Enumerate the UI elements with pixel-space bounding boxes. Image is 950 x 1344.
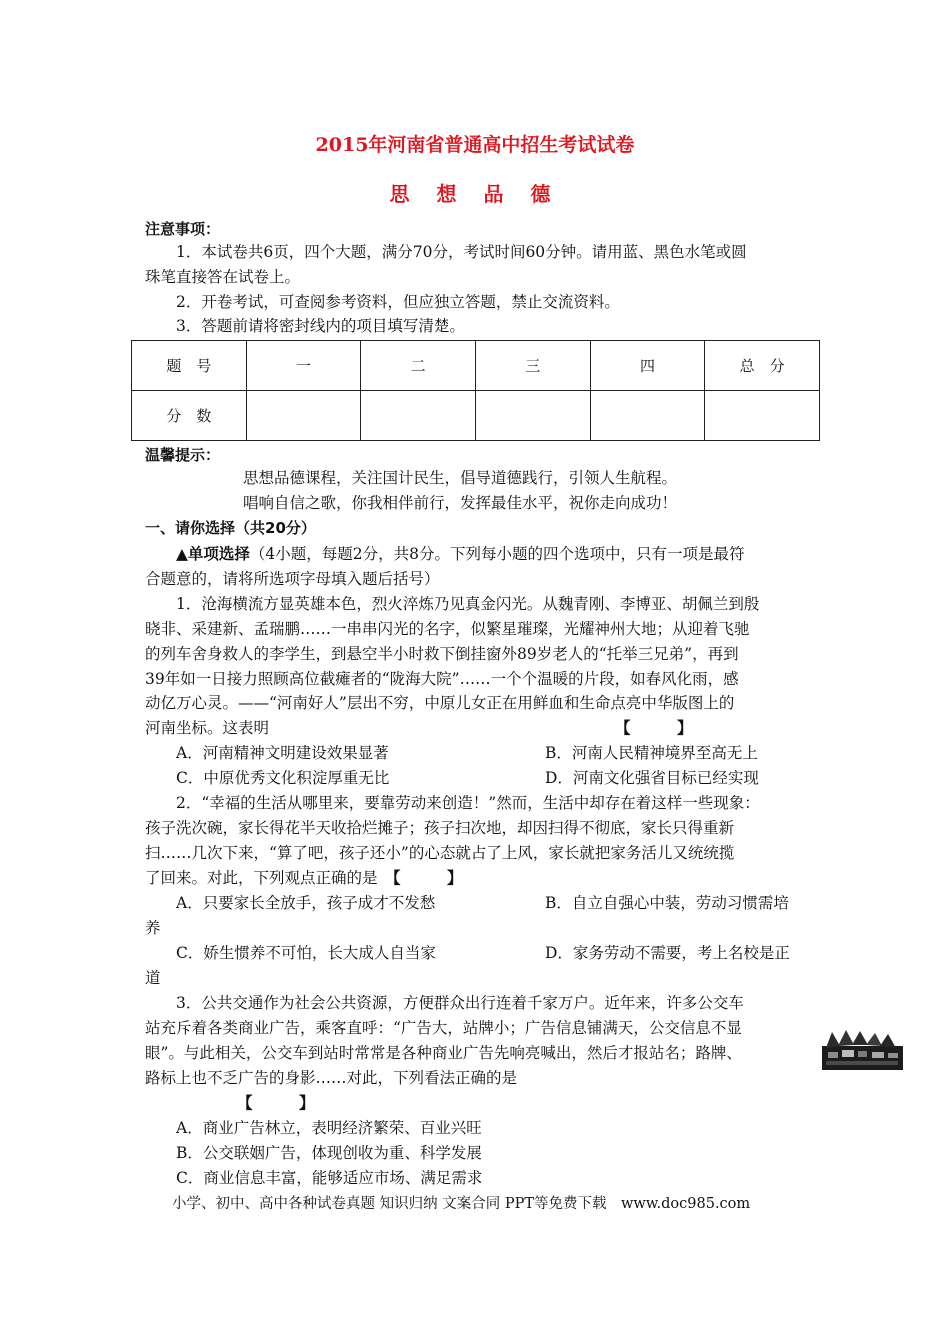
tips-heading: 温馨提示：	[145, 446, 221, 464]
q1-option-d[interactable]: D．河南文化强省目标已经实现	[545, 769, 759, 787]
q2-option-b[interactable]: B．自立自强心中装，劳动习惯需培	[545, 894, 789, 912]
score-cell[interactable]	[475, 391, 590, 441]
tips-line: 思想品德课程，关注国计民生，倡导道德践行，引领人生航程。	[243, 469, 678, 487]
bus-stop-ads-image	[820, 1028, 905, 1072]
notice-item: 3．答题前请将密封线内的项目填写清楚。	[176, 317, 465, 335]
q3-answer-bracket[interactable]: 【 】	[237, 1094, 315, 1112]
q3-option-c[interactable]: C．商业信息丰富，能够适应市场、满足需求	[176, 1169, 483, 1187]
table-header-cell: 三	[475, 341, 590, 391]
q2-option-d[interactable]: D．家务劳动不需要，考上名校是正	[545, 944, 790, 962]
single-choice-desc: （4小题，每题2分，共8分。下列每小题的四个选项中，只有一项是最符	[249, 545, 745, 563]
table-header-cell: 题 号	[132, 341, 247, 391]
q2-text: 2．“幸福的生活从哪里来，要靠劳动来创造！”然而，生活中却存在着这样一些现象：	[176, 794, 760, 812]
q3-text: 眼”。与此相关，公交车到站时常常是各种商业广告先响亮喊出，然后才报站名；路牌、	[145, 1044, 742, 1062]
q2-text: 孩子洗次碗，家长得花半天收拾烂摊子；孩子扫次地，却因扫得不彻底，家长只得重新	[145, 819, 735, 837]
score-cell[interactable]	[361, 391, 476, 441]
score-row-label: 分 数	[132, 391, 247, 441]
q2-option-b-cont: 养	[145, 919, 161, 937]
q1-text: 1．沧海横流方显英雄本色，烈火淬炼乃见真金闪光。从魏青刚、李博亚、胡佩兰到殷	[176, 595, 760, 613]
q1-text: 河南坐标。这表明	[145, 719, 270, 737]
q3-text: 路标上也不乏广告的身影……对此，下列看法正确的是	[145, 1069, 518, 1087]
notice-item: 珠笔直接答在试卷上。	[145, 268, 301, 286]
table-header-cell: 二	[361, 341, 476, 391]
q2-option-a[interactable]: A．只要家长全放手，孩子成才不发愁	[176, 894, 436, 912]
score-table	[131, 340, 820, 441]
q2-option-c[interactable]: C．娇生惯养不可怕，长大成人自当家	[176, 944, 436, 962]
notice-item: 2．开卷考试，可查阅参考资料，但应独立答题，禁止交流资料。	[176, 293, 620, 311]
q1-answer-bracket[interactable]: 【 】	[615, 719, 693, 737]
q2-answer-bracket[interactable]: 【 】	[385, 869, 463, 887]
notice-heading: 注意事项：	[145, 220, 221, 238]
single-choice-title: ▲单项选择	[176, 545, 250, 563]
subject-title: 思 想 品 德	[389, 182, 561, 206]
notice-item: 1．本试卷共6页，四个大题，满分70分，考试时间60分钟。请用蓝、黑色水笔或圆	[176, 243, 747, 261]
single-choice-intro	[176, 543, 745, 565]
table-header-cell: 总 分	[705, 341, 820, 391]
q1-text: 39年如一日接力照顾高位截瘫者的“陇海大院”……一个个温暖的片段，如春风化雨，感	[145, 670, 739, 688]
q3-option-b[interactable]: B．公交联姻广告，体现创收为重、科学发展	[176, 1144, 482, 1162]
score-cell[interactable]	[705, 391, 820, 441]
q1-text: 的列车舍身救人的李学生，到悬空半小时救下倒挂窗外89岁老人的“托举三兄弟”，再到	[145, 645, 739, 663]
section-heading: 一、请你选择（共20分）	[145, 519, 316, 537]
score-cell[interactable]	[590, 391, 705, 441]
q2-option-d-cont: 道	[145, 969, 161, 987]
q1-option-c[interactable]: C．中原优秀文化积淀厚重无比	[176, 769, 390, 787]
table-header-cell: 四	[590, 341, 705, 391]
exam-title: 2015年河南省普通高中招生考试试卷	[315, 134, 635, 156]
q2-text: 扫……几次下来，“算了吧，孩子还小”的心态就占了上风，家长就把家务活儿又统统揽	[145, 844, 735, 862]
q3-option-a[interactable]: A．商业广告林立，表明经济繁荣、百业兴旺	[176, 1119, 482, 1137]
q2-text: 了回来。对此，下列观点正确的是	[145, 869, 378, 887]
q1-option-b[interactable]: B．河南人民精神境界至高无上	[545, 744, 758, 762]
tips-line: 唱响自信之歌，你我相伴前行，发挥最佳水平，祝你走向成功！	[243, 494, 678, 512]
q1-text: 动亿万心灵。——“河南好人”层出不穷，中原儿女正在用鲜血和生命点亮中华版图上的	[145, 694, 735, 712]
score-cell[interactable]	[246, 391, 361, 441]
single-choice-desc-cont: 合题意的，请将所选项字母填入题后括号）	[145, 570, 440, 588]
table-header-cell: 一	[246, 341, 361, 391]
q1-text: 晓非、采建新、孟瑞鹏……一串串闪光的名字，似繁星璀璨，光耀神州大地；从迎着飞驰	[145, 620, 750, 638]
q3-text: 3．公共交通作为社会公共资源，方便群众出行连着千家万户。近年来，许多公交车	[176, 994, 744, 1012]
q3-text: 站充斥着各类商业广告，乘客直呼：“广告大，站牌小；广告信息铺满天，公交信息不显	[145, 1019, 742, 1037]
q1-option-a[interactable]: A．河南精神文明建设效果显著	[176, 744, 389, 762]
footer-text: 小学、初中、高中各种试卷真题 知识归纳 文案合同 PPT等免费下载 www.doc985.com	[172, 1196, 751, 1212]
